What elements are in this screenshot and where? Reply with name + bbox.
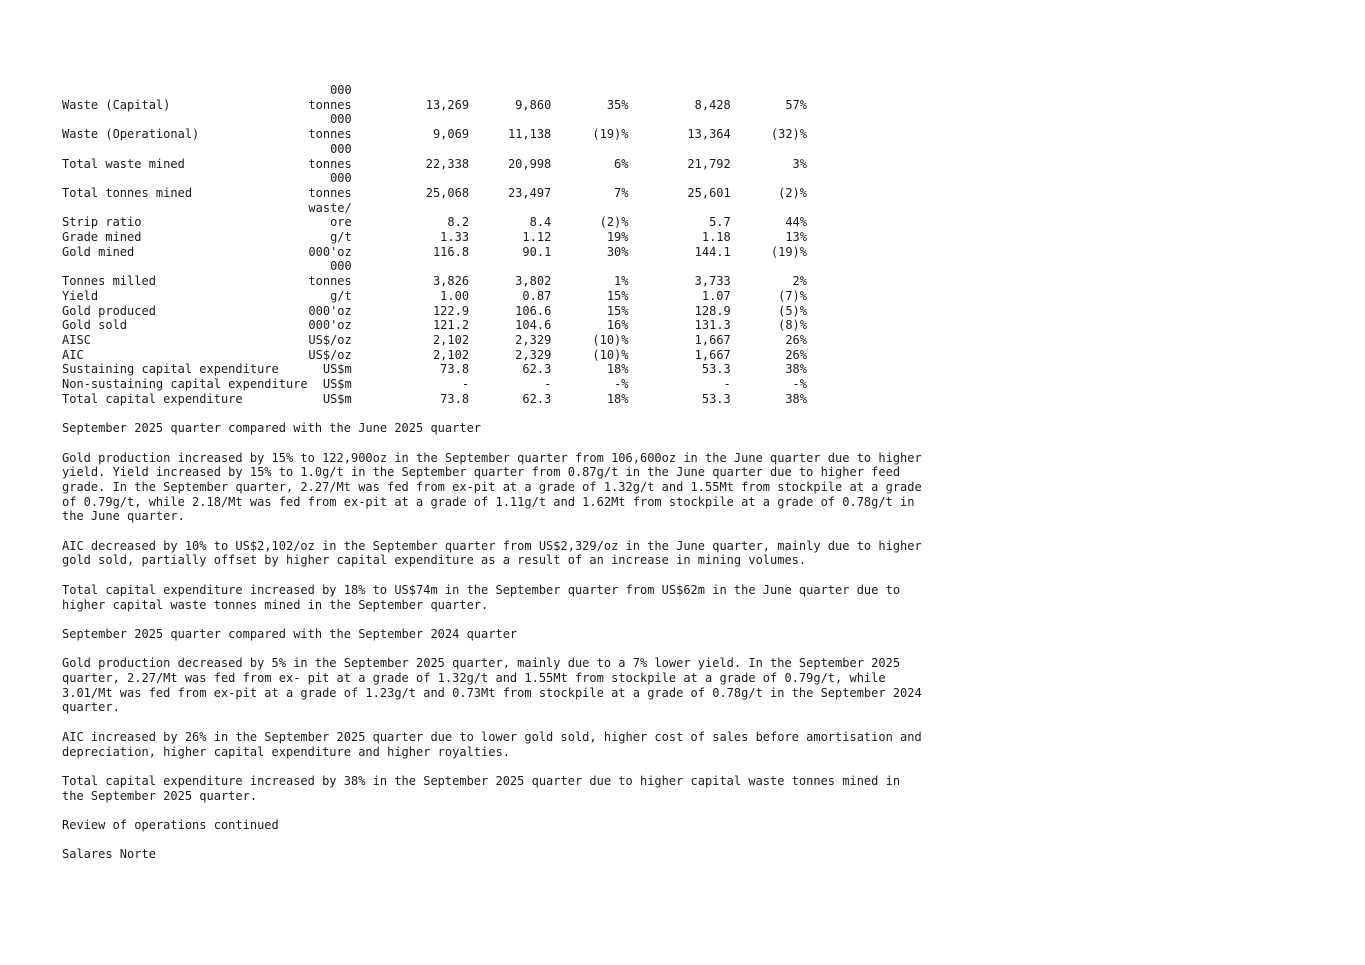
row-value-1: 2,102 bbox=[432, 332, 470, 347]
row-label: Gold mined bbox=[62, 244, 135, 259]
row-value-1: - bbox=[461, 377, 470, 392]
row-value-3: 15% bbox=[606, 288, 629, 303]
row-unit bbox=[292, 362, 352, 377]
row-label: AIC bbox=[62, 347, 84, 362]
row-value-4: 25,601 bbox=[687, 185, 731, 200]
unit-text: 000 bbox=[330, 141, 352, 156]
row-value-3: 7% bbox=[614, 185, 629, 200]
table-row bbox=[62, 318, 807, 333]
table-row bbox=[62, 333, 807, 348]
row-value-4: 13,364 bbox=[687, 127, 731, 142]
row-unit bbox=[292, 83, 352, 112]
table-row bbox=[62, 362, 807, 377]
row-value-5: 26% bbox=[785, 332, 807, 347]
table-row bbox=[62, 230, 807, 245]
salares-norte-heading: Salares Norte bbox=[62, 847, 156, 862]
unit-text: US$m bbox=[322, 377, 352, 392]
row-value-2: 11,138 bbox=[507, 127, 552, 142]
row-value-4: 53.3 bbox=[701, 391, 731, 406]
row-value-2: 62.3 bbox=[522, 391, 552, 406]
row-value-3: -% bbox=[614, 377, 629, 392]
unit-text: waste/ bbox=[308, 200, 352, 215]
row-value-5: 2% bbox=[792, 274, 807, 289]
row-value-3: (2)% bbox=[599, 215, 629, 230]
row-value-2: 9,860 bbox=[515, 97, 552, 112]
row-value-3: 16% bbox=[606, 318, 629, 333]
row-value-1: 3,826 bbox=[432, 274, 470, 289]
table-row bbox=[62, 112, 807, 141]
row-label: Grade mined bbox=[62, 230, 142, 245]
row-unit bbox=[292, 392, 352, 407]
row-value-5: 3% bbox=[792, 156, 807, 171]
row-value-1: 9,069 bbox=[432, 127, 470, 142]
row-label: Gold sold bbox=[62, 318, 128, 333]
row-value-3: 35% bbox=[606, 97, 629, 112]
row-unit bbox=[292, 230, 352, 245]
row-value-5: 44% bbox=[785, 215, 807, 230]
unit-text: tonnes bbox=[308, 127, 352, 142]
unit-text: 000 bbox=[330, 83, 352, 97]
row-unit bbox=[292, 201, 352, 230]
row-value-1: 73.8 bbox=[440, 391, 470, 406]
row-value-2: - bbox=[544, 377, 552, 392]
row-value-4: 1,667 bbox=[694, 332, 731, 347]
row-unit bbox=[292, 289, 352, 304]
row-value-5: (7)% bbox=[778, 288, 807, 303]
unit-text: US$m bbox=[322, 362, 352, 377]
table-row bbox=[62, 171, 807, 200]
row-value-5: 38% bbox=[785, 362, 807, 377]
row-label: Non-sustaining capital expenditure bbox=[62, 377, 308, 392]
row-value-5: (8)% bbox=[778, 318, 807, 333]
document-page bbox=[62, 83, 1352, 862]
row-unit bbox=[292, 142, 352, 171]
row-unit bbox=[292, 348, 352, 363]
row-value-3: (10)% bbox=[592, 332, 629, 347]
row-value-4: 1,667 bbox=[694, 347, 731, 362]
row-value-4: 1.07 bbox=[701, 288, 731, 303]
row-value-2: 90.1 bbox=[522, 244, 552, 259]
row-value-1: 2,102 bbox=[432, 347, 470, 362]
row-value-2: 104.6 bbox=[515, 318, 552, 333]
row-value-4: - bbox=[723, 377, 731, 392]
row-label: Sustaining capital expenditure bbox=[62, 362, 279, 377]
operations-table bbox=[62, 83, 807, 406]
row-value-2: 0.87 bbox=[522, 288, 552, 303]
row-value-2: 23,497 bbox=[507, 185, 552, 200]
unit-text: g/t bbox=[330, 230, 352, 245]
row-label: Waste (Capital) bbox=[62, 97, 171, 112]
row-unit bbox=[292, 112, 352, 141]
unit-text: tonnes bbox=[308, 185, 352, 200]
row-value-3: (10)% bbox=[592, 347, 629, 362]
unit-text: US$m bbox=[322, 391, 352, 406]
unit-text: 000'oz bbox=[308, 244, 352, 259]
row-value-3: 6% bbox=[614, 156, 629, 171]
table-row bbox=[62, 245, 807, 260]
review-heading: Review of operations continued bbox=[62, 818, 279, 833]
table-row bbox=[62, 142, 807, 171]
row-unit bbox=[292, 171, 352, 200]
row-label: Total capital expenditure bbox=[62, 391, 243, 406]
row-unit bbox=[292, 304, 352, 319]
table-row bbox=[62, 304, 807, 319]
row-value-4: 21,792 bbox=[687, 156, 731, 171]
row-value-4: 5.7 bbox=[709, 215, 731, 230]
row-value-3: 30% bbox=[606, 244, 629, 259]
table-row bbox=[62, 377, 807, 392]
table-row bbox=[62, 259, 807, 288]
unit-text: 000 bbox=[330, 171, 352, 186]
unit-text: 000 bbox=[330, 112, 352, 127]
row-label: Strip ratio bbox=[62, 215, 142, 230]
row-value-4: 131.3 bbox=[694, 318, 731, 333]
paragraph-capex-june: Total capital expenditure increased by 18% to US$74m in the September quarter from US$62m in the June quarter due to higher capital waste tonnes mined in the September quarter. bbox=[62, 582, 901, 612]
row-value-2: 2,329 bbox=[515, 332, 552, 347]
row-value-3: 1% bbox=[614, 274, 629, 289]
unit-text: 000 bbox=[330, 259, 352, 274]
paragraph-capex-sept: Total capital expenditure increased by 38% in the September 2025 quarter due to higher capital waste tonnes mined in the September 2025 quarter. bbox=[62, 773, 901, 803]
row-value-5: 13% bbox=[785, 230, 807, 245]
paragraph-aic-sept: AIC increased by 26% in the September 2025 quarter due to lower gold sold, higher cost of sales before amortisation and depreciation, higher capital expenditure and higher royalties. bbox=[62, 729, 922, 759]
row-value-1: 1.33 bbox=[440, 230, 470, 245]
row-value-4: 144.1 bbox=[694, 244, 731, 259]
table-row bbox=[62, 392, 807, 407]
row-value-3: 15% bbox=[606, 303, 629, 318]
row-value-5: 57% bbox=[785, 97, 807, 112]
row-label: AISC bbox=[62, 332, 91, 347]
row-value-5: (2)% bbox=[778, 185, 807, 200]
unit-text: 000'oz bbox=[308, 318, 352, 333]
row-value-4: 8,428 bbox=[694, 97, 731, 112]
table-row bbox=[62, 348, 807, 363]
row-value-3: 19% bbox=[606, 230, 629, 245]
row-value-2: 1.12 bbox=[522, 230, 552, 245]
unit-text: tonnes bbox=[308, 274, 352, 289]
unit-text: tonnes bbox=[308, 156, 352, 171]
row-value-1: 1.00 bbox=[440, 288, 470, 303]
table-row bbox=[62, 201, 807, 230]
row-value-1: 116.8 bbox=[432, 244, 470, 259]
row-unit bbox=[292, 333, 352, 348]
row-value-2: 2,329 bbox=[515, 347, 552, 362]
row-value-3: (19)% bbox=[592, 127, 629, 142]
section-heading-vs-sept-2024: September 2025 quarter compared with the September 2024 quarter bbox=[62, 626, 518, 641]
row-value-2: 3,802 bbox=[515, 274, 552, 289]
row-value-1: 25,068 bbox=[425, 185, 470, 200]
paragraph-gold-production-june: Gold production increased by 15% to 122,900oz in the September quarter from 106,600oz in the June quarter due to higher yield. Yield increased by 15% to 1.0g/t in the September quarter from 0.87g/t in the June quarter due to higher feed grade. In the September quarter, 2.27/Mt was fed from ex-pit at a grade of 1.32g/t and 1.55Mt from stockpile at a grade of 0.79g/t, while 2.18/Mt was fed from ex-pit at a grade of 1.11g/t and 1.62Mt from stockpile at a grade of 0.78g/t in the June quarter. bbox=[62, 450, 922, 524]
row-value-5: (5)% bbox=[778, 303, 807, 318]
row-value-1: 73.8 bbox=[440, 362, 470, 377]
section-heading-vs-june: September 2025 quarter compared with the June 2025 quarter bbox=[62, 421, 482, 436]
row-value-2: 106.6 bbox=[515, 303, 552, 318]
unit-text: ore bbox=[330, 215, 352, 230]
row-label: Tonnes milled bbox=[62, 274, 156, 289]
row-value-5: 26% bbox=[785, 347, 807, 362]
unit-text: tonnes bbox=[308, 97, 352, 112]
unit-text: US$/oz bbox=[308, 332, 352, 347]
operations-table-body bbox=[62, 83, 807, 406]
paragraph-aic-june: AIC decreased by 10% to US$2,102/oz in the September quarter from US$2,329/oz in the June quarter, mainly due to higher gold sold, partially offset by higher capital expenditure as a result of an increase in mining volumes. bbox=[62, 538, 922, 568]
row-value-1: 22,338 bbox=[425, 156, 470, 171]
row-value-2: 62.3 bbox=[522, 362, 552, 377]
row-value-5: -% bbox=[792, 377, 807, 392]
row-value-1: 121.2 bbox=[432, 318, 470, 333]
row-value-4: 53.3 bbox=[701, 362, 731, 377]
unit-text: 000'oz bbox=[308, 303, 352, 318]
unit-text: US$/oz bbox=[308, 347, 352, 362]
row-unit bbox=[292, 245, 352, 260]
row-value-4: 1.18 bbox=[701, 230, 731, 245]
row-value-4: 128.9 bbox=[694, 303, 731, 318]
row-label: Total tonnes mined bbox=[62, 185, 193, 200]
row-value-3: 18% bbox=[606, 391, 629, 406]
row-value-3: 18% bbox=[606, 362, 629, 377]
row-value-4: 3,733 bbox=[694, 274, 731, 289]
row-label: Waste (Operational) bbox=[62, 127, 200, 142]
row-label: Gold produced bbox=[62, 303, 156, 318]
table-row bbox=[62, 83, 807, 112]
row-value-5: (32)% bbox=[770, 127, 807, 142]
row-label: Total waste mined bbox=[62, 156, 185, 171]
row-value-1: 122.9 bbox=[432, 303, 470, 318]
row-unit bbox=[292, 259, 352, 288]
row-value-1: 8.2 bbox=[447, 215, 470, 230]
row-value-2: 20,998 bbox=[507, 156, 552, 171]
row-value-2: 8.4 bbox=[529, 215, 552, 230]
row-label: Yield bbox=[62, 288, 99, 303]
row-value-5: (19)% bbox=[770, 244, 807, 259]
row-value-1: 13,269 bbox=[425, 97, 470, 112]
row-unit bbox=[292, 318, 352, 333]
unit-text: g/t bbox=[330, 288, 352, 303]
row-value-5: 38% bbox=[785, 391, 807, 406]
table-row bbox=[62, 289, 807, 304]
paragraph-gold-production-sept: Gold production decreased by 5% in the September 2025 quarter, mainly due to a 7% lower yield. In the September 2025 quarter, 2.27/Mt was fed from ex- pit at a grade of 1.32g/t and 1.55Mt from stockpile at a grade of 0.79g/t, while 3.01/Mt was fed from ex-pit at a grade of 1.23g/t and 0.73Mt from stockpile at a grade of 0.78g/t in the September 2024 quarter. bbox=[62, 656, 922, 715]
